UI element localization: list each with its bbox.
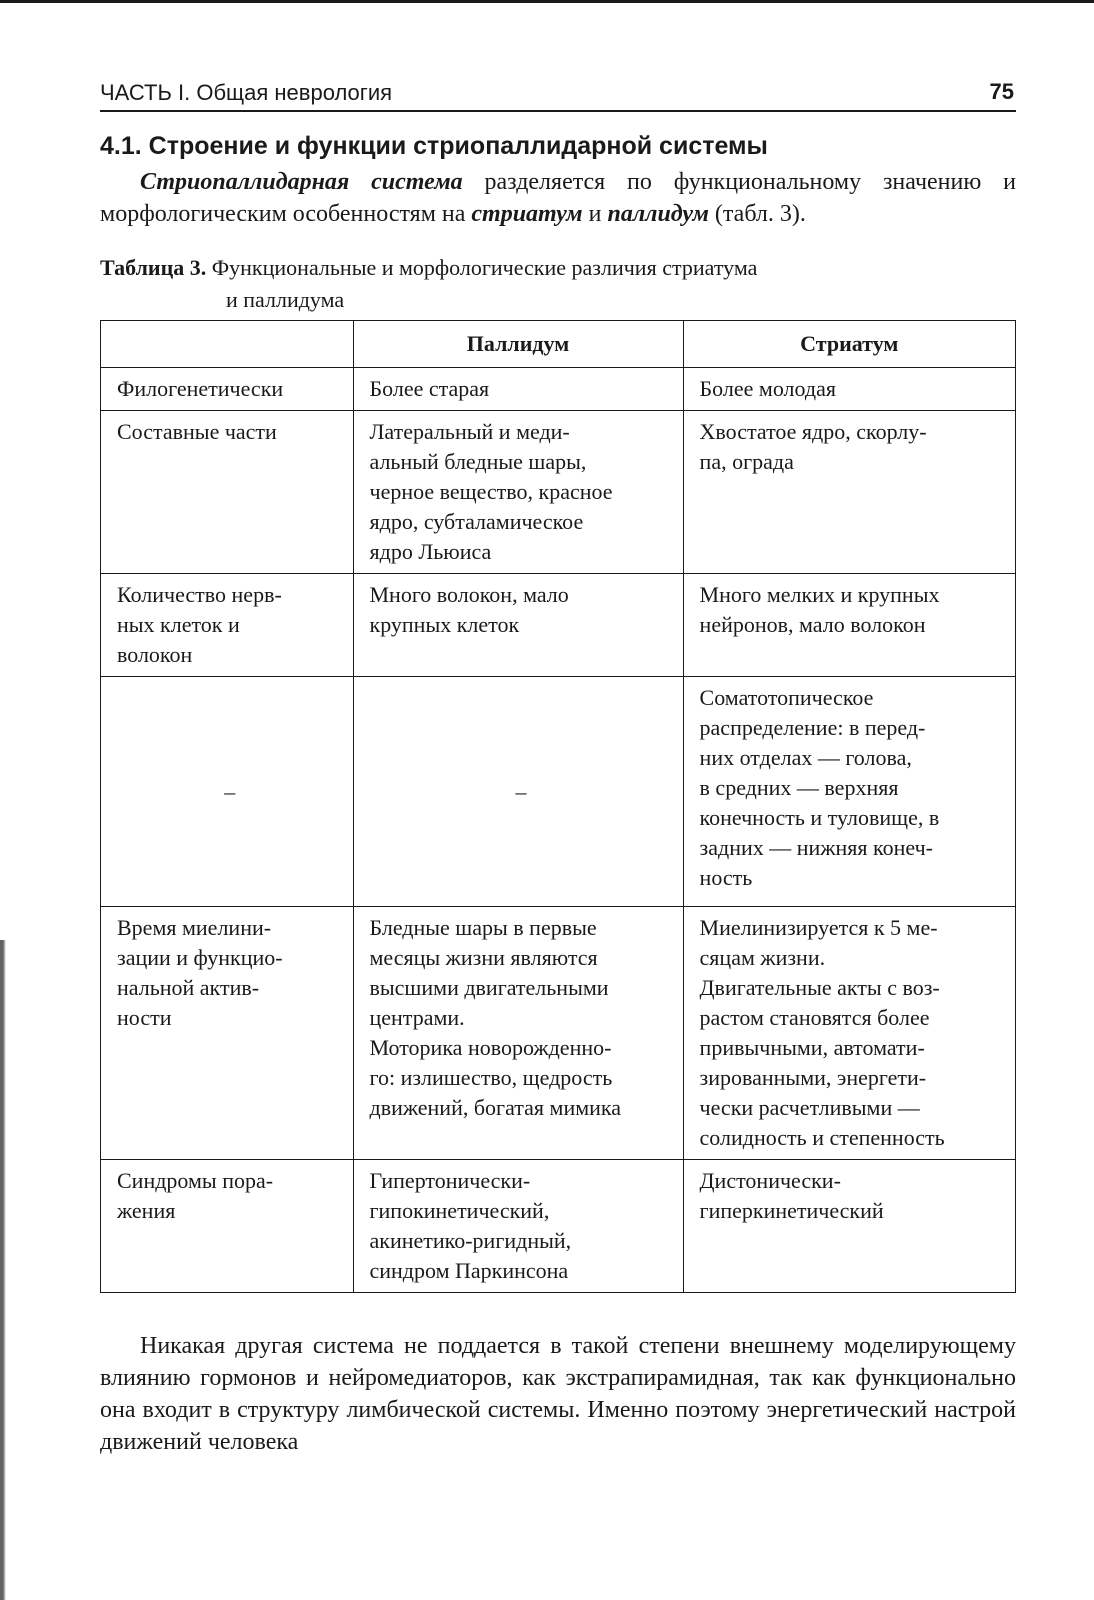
table-caption-continuation: и паллидума [226, 287, 345, 312]
table-caption [100, 252, 1016, 316]
header-striatum: Стриатум [683, 321, 1015, 368]
table-cell-col3 [683, 368, 1015, 411]
table-cell-col3 [683, 907, 1015, 1160]
cell-text-line: Моторика новорожденно- [369, 1035, 612, 1060]
table-cell-col1 [101, 677, 354, 907]
header-empty-cell [101, 321, 354, 368]
row-myelination [101, 907, 1016, 1160]
cell-text-line: растом становятся более [699, 1005, 930, 1030]
table-cell-col3 [683, 677, 1015, 907]
cell-text-line: центрами. [369, 1005, 465, 1030]
intro-paragraph [100, 166, 1016, 230]
cell-text-line: па, ограда [699, 449, 794, 474]
running-head [100, 80, 1016, 112]
cell-text-line: Составные части [117, 419, 277, 444]
cell-text-line: Дистонически- [699, 1168, 841, 1193]
table-cell-col2 [353, 1160, 683, 1293]
cell-text-line: гипокинетический, [369, 1198, 550, 1223]
running-head-part: ЧАСТЬ I. Общая неврология [100, 80, 393, 105]
table-cell-col1 [101, 574, 354, 677]
cell-text-line: акинетико-ригидный, [369, 1228, 572, 1253]
page-top-border [0, 0, 1094, 3]
table-cell-col2 [353, 368, 683, 411]
cell-text-line: черное вещество, красное [369, 479, 613, 504]
cell-text-line: Более старая [369, 376, 490, 401]
table-caption-text: Функциональные и морфологические различия стриатума [206, 255, 758, 280]
row-phylogenetic [101, 368, 1016, 411]
cell-text-line: Время миелини- [117, 915, 272, 940]
cell-text-line: нейронов, мало волокон [699, 612, 926, 637]
cell-text-line: Количество нерв- [117, 582, 282, 607]
cell-text-line: солидность и степенность [699, 1125, 945, 1150]
cell-text-line: Бледные шары в первые [369, 915, 597, 940]
cell-text-line: Гипертонически- [369, 1168, 531, 1193]
table-cell-col2 [353, 677, 683, 907]
cell-text-line: Миелинизируется к 5 ме- [699, 915, 938, 940]
cell-text-line: в средних — верхняя [699, 775, 899, 800]
table-cell-col2 [353, 574, 683, 677]
row-somatotopic [101, 677, 1016, 907]
intro-term-pallidum: паллидум [607, 201, 709, 227]
header-pallidum: Паллидум [353, 321, 683, 368]
cell-text-line: Филогенетически [117, 376, 284, 401]
table-header-row [101, 321, 1016, 368]
table-cell-col3 [683, 1160, 1015, 1293]
body-paragraph [100, 1330, 1016, 1458]
cell-text-line: нальной актив- [117, 975, 260, 1000]
table-cell-col2 [353, 907, 683, 1160]
cell-text-line: – [515, 778, 527, 804]
intro-text-3: (табл. 3). [708, 201, 806, 227]
cell-text-line: ядро, субталамическое [369, 509, 584, 534]
intro-term-striatum: стриатум [471, 201, 583, 227]
cell-text-line: – [224, 778, 236, 804]
cell-text-line: зации и функцио- [117, 945, 283, 970]
cell-text-line: Синдромы пора- [117, 1168, 274, 1193]
cell-text-line: Хвостатое ядро, скорлу- [699, 419, 927, 444]
cell-text-line: Двигательные акты с воз- [699, 975, 940, 1000]
cell-text-line: чески расчетливыми — [699, 1095, 920, 1120]
intro-term: Стриопаллидарная система [140, 169, 463, 195]
page-number: 75 [989, 79, 1014, 104]
cell-text-line: них отделах — голова, [699, 745, 912, 770]
table-body [101, 368, 1016, 1293]
table-cell-col3 [683, 411, 1015, 574]
cell-text-line: ность [699, 865, 753, 890]
cell-text-line: гиперкинетический [699, 1198, 884, 1223]
scan-edge-shadow [0, 940, 6, 1600]
cell-text-line: синдром Паркинсона [369, 1258, 569, 1283]
cell-text-line: сяцам жизни. [699, 945, 826, 970]
table-cell-col1 [101, 1160, 354, 1293]
table-cell-col1 [101, 368, 354, 411]
table-cell-col2 [353, 411, 683, 574]
cell-text-line: Латеральный и меди- [369, 419, 570, 444]
cell-text-line: Много волокон, мало [369, 582, 569, 607]
cell-text-line: высшими двигательными [369, 975, 609, 1000]
cell-text-line: распределение: в перед- [699, 715, 926, 740]
cell-text-line: ных клеток и [117, 612, 240, 637]
table-caption-label: Таблица 3. [100, 255, 207, 280]
intro-text-2: и [582, 201, 608, 227]
table-cell-col3 [683, 574, 1015, 677]
cell-text-line: месяцы жизни являются [369, 945, 598, 970]
body-paragraph-text: Никакая другая система не поддается в такой степени внешнему моделирующему влиянию гормонов и нейромедиаторов, как экстрапирамидная, так как функционально она входит в структуру лимбической системы. Именно поэтому энергетический настрой движений человека [100, 1333, 1016, 1455]
cell-text-line: Много мелких и крупных [699, 582, 940, 607]
cell-text-line: движений, богатая мимика [369, 1095, 622, 1120]
cell-text-line: зированными, энергети- [699, 1065, 927, 1090]
cell-text-line: Соматотопическое [699, 685, 874, 710]
cell-text-line: крупных клеток [369, 612, 520, 637]
cell-text-line: задних — нижняя конеч- [699, 835, 933, 860]
cell-text-line: жения [117, 1198, 176, 1223]
cell-text-line: конечность и туловище, в [699, 805, 940, 830]
cell-text-line: ности [117, 1005, 172, 1030]
cell-text-line: волокон [117, 642, 193, 667]
cell-text-line: го: излишество, щедрость [369, 1065, 613, 1090]
cell-text-line: альный бледные шары, [369, 449, 587, 474]
table-cell-col1 [101, 411, 354, 574]
cell-text-line: привычными, автомати- [699, 1035, 925, 1060]
row-components [101, 411, 1016, 574]
row-syndromes [101, 1160, 1016, 1293]
table-cell-col1 [101, 907, 354, 1160]
section-title: 4.1. Строение и функции стриопаллидарной системы [100, 132, 768, 160]
intro-text-1: разделяется по функциональному значению и морфологическим особенностям на [100, 169, 1016, 227]
comparison-table [100, 320, 1016, 1293]
cell-text-line: ядро Льюиса [369, 539, 492, 564]
row-cell-count [101, 574, 1016, 677]
cell-text-line: Более молодая [699, 376, 836, 401]
